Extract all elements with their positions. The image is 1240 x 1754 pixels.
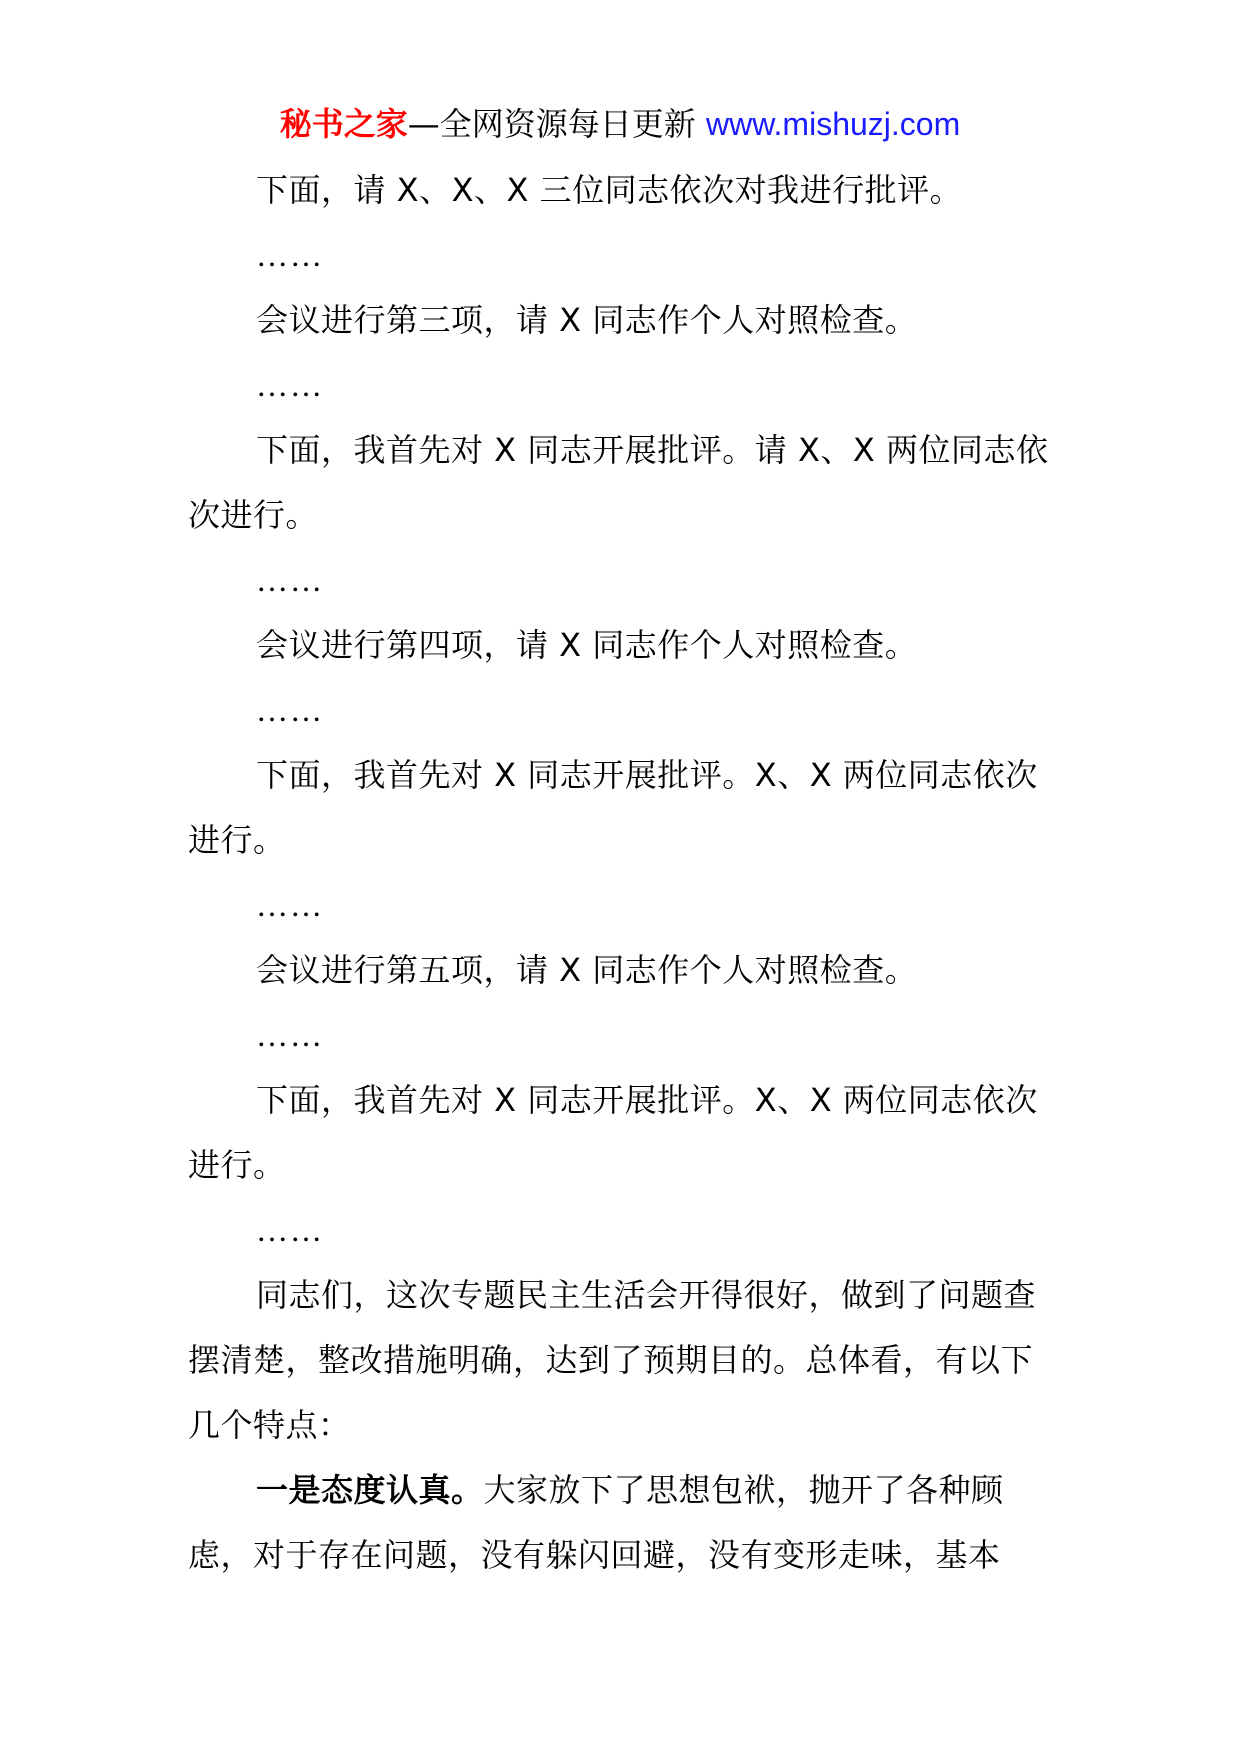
paragraph-2: 会议进行第三项，请 X 同志作个人对照检查。 xyxy=(256,301,918,339)
brand-name: 秘书之家 xyxy=(279,105,408,143)
ellipsis-5: …… xyxy=(256,887,324,923)
ellipsis-4: …… xyxy=(256,692,324,728)
paragraph-3: 下面，我首先对 X 同志开展批评。请 X、X 两位同志依次进行。 xyxy=(188,431,1049,534)
document-body xyxy=(188,158,1060,1588)
paragraph-4: 会议进行第四项，请 X 同志作个人对照检查。 xyxy=(256,626,918,664)
ellipsis-6: …… xyxy=(256,1017,324,1053)
paragraph-5: 下面，我首先对 X 同志开展批评。X、X 两位同志依次进行。 xyxy=(188,756,1038,859)
ellipsis-3: …… xyxy=(256,562,324,598)
paragraph-9 xyxy=(188,1458,1060,1588)
paragraph-7: 下面，我首先对 X 同志开展批评。X、X 两位同志依次进行。 xyxy=(188,1081,1038,1184)
paragraph-8: 同志们，这次专题民主生活会开得很好，做到了问题查摆清楚，整改措施明确，达到了预期目的。总体看，有以下几个特点： xyxy=(188,1276,1037,1444)
ellipsis-7: …… xyxy=(256,1212,324,1248)
paragraph-6: 会议进行第五项，请 X 同志作个人对照检查。 xyxy=(256,951,918,989)
website-link[interactable]: www.mishuzj.com xyxy=(705,106,961,142)
ellipsis-1: …… xyxy=(256,237,324,273)
ellipsis-2: …… xyxy=(256,367,324,403)
paragraph-9-lead: 一是态度认真。 xyxy=(256,1471,484,1509)
header-tagline: —全网资源每日更新 xyxy=(407,105,706,143)
document-header xyxy=(0,102,1240,146)
paragraph-1: 下面，请 X、X、X 三位同志依次对我进行批评。 xyxy=(256,171,963,209)
paragraph-9-text: 大家放下了思想包袱，抛开了各种顾虑，对于存在问题，没有躲闪回避，没有变形走味，基本 xyxy=(188,1471,1004,1574)
